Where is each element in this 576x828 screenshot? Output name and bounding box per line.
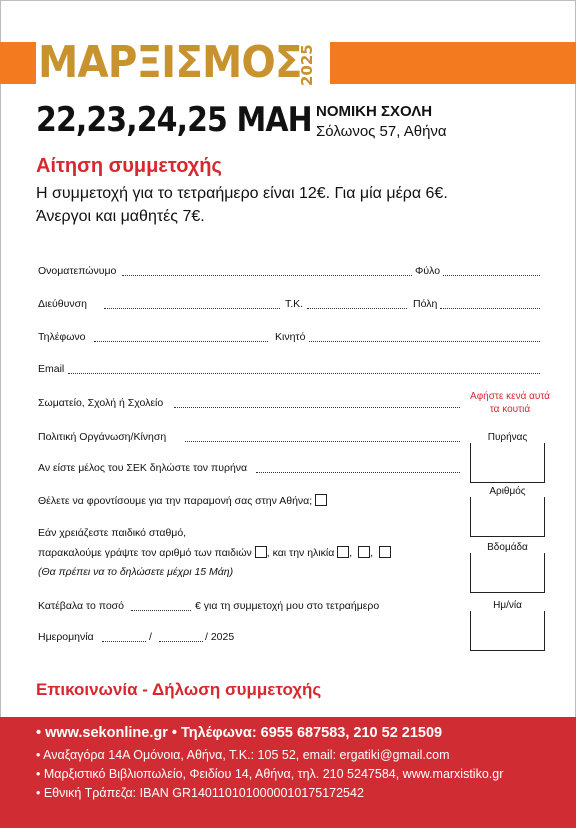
- header-banner: [0, 37, 576, 88]
- date-day-field[interactable]: [102, 641, 146, 642]
- banner-bar-right: [330, 42, 576, 84]
- childcare-line-1: Εάν χρειάζεστε παιδικό σταθμό,: [38, 527, 187, 539]
- postal-code-label: Τ.Κ.: [285, 298, 304, 310]
- application-title: Αίτηση συμμετοχής: [36, 155, 222, 177]
- number-box[interactable]: [470, 492, 545, 537]
- date-year: / 2025: [205, 631, 235, 643]
- childcare-note: (Θα πρέπει να το δηλώσετε μέχρι 15 Μάη): [38, 566, 234, 578]
- gender-field[interactable]: [443, 275, 540, 276]
- date-box[interactable]: [470, 606, 545, 651]
- child-age-box-1[interactable]: [337, 546, 349, 558]
- phone-field[interactable]: [94, 341, 268, 342]
- paid-amount-field[interactable]: [131, 610, 191, 611]
- event-dates: 22,23,24,25 ΜΑΗ: [36, 100, 312, 140]
- political-field[interactable]: [185, 441, 460, 442]
- footer-line-4: • Εθνική Τράπεζα: IBAN GR1401101010000010175172542: [36, 786, 364, 800]
- paid-label: Κατέβαλα το ποσό: [38, 600, 124, 612]
- children-count-box[interactable]: [255, 546, 267, 558]
- accommodation-label: Θέλετε να φροντίσουμε για την παραμονή σας στην Αθήνα;: [38, 495, 313, 507]
- full-name-field[interactable]: [122, 275, 412, 276]
- child-age-box-3[interactable]: [379, 546, 391, 558]
- address-label: Διεύθυνση: [38, 298, 87, 310]
- core-box[interactable]: [470, 438, 545, 483]
- banner-bar-left: [0, 42, 36, 84]
- week-box[interactable]: [470, 548, 545, 593]
- date-sep: /: [149, 631, 152, 643]
- date-box-label: Ημ/νία: [470, 600, 545, 611]
- city-field[interactable]: [440, 308, 540, 309]
- footer-line-3: • Μαρξιστικό Βιβλιοπωλείο, Φειδίου 14, Αθήνα, τηλ. 210 5247584, www.marxistiko.gr: [36, 767, 504, 781]
- mobile-field[interactable]: [309, 341, 540, 342]
- sek-member-field[interactable]: [256, 472, 460, 473]
- email-label: Email: [38, 363, 65, 375]
- phone-label: Τηλέφωνο: [38, 331, 86, 343]
- footer-line-2: • Αναξαγόρα 14Α Ομόνοια, Αθήνα, Τ.Κ.: 105 52, email: ergatiki@gmail.com: [36, 748, 450, 762]
- fee-info-line-2: Άνεργοι και μαθητές 7€.: [36, 208, 205, 225]
- gender-label: Φύλο: [415, 265, 441, 277]
- childcare-row: [38, 546, 391, 559]
- mobile-label: Κινητό: [275, 331, 306, 343]
- comma-2: ,: [370, 547, 376, 559]
- address-field[interactable]: [104, 308, 280, 309]
- date-label: Ημερομηνία: [38, 631, 94, 643]
- email-field[interactable]: [68, 373, 540, 374]
- union-field[interactable]: [174, 407, 460, 408]
- core-box-label: Πυρήνας: [470, 432, 545, 443]
- political-label: Πολιτική Οργάνωση/Κίνηση: [38, 431, 167, 443]
- footer-line-1: • www.sekonline.gr • Τηλέφωνα: 6955 687583, 210 52 21509: [36, 725, 443, 741]
- number-box-label: Αριθμός: [470, 486, 545, 497]
- venue-address: Σόλωνος 57, Αθήνα: [316, 123, 447, 140]
- footer: [0, 717, 576, 828]
- sek-member-label: Αν είστε μέλος του ΣΕΚ δηλώστε τον πυρήνα: [38, 462, 248, 474]
- fee-info-line-1: Η συμμετοχή για το τετραήμερο είναι 12€. Για μία μέρα 6€.: [36, 185, 448, 202]
- paid-suffix: € για τη συμμετοχή μου στο τετραήμερο: [195, 600, 380, 612]
- contact-title: Επικοινωνία - Δήλωση συμμετοχής: [36, 680, 322, 699]
- leave-empty-notice: Αφήστε κενά αυτά τα κουτιά: [470, 391, 550, 415]
- full-name-label: Ονοματεπώνυμο: [38, 265, 117, 277]
- event-year: 2025: [298, 44, 316, 86]
- union-label: Σωματείο, Σχολή ή Σχολείο: [38, 397, 164, 409]
- week-box-label: Βδομάδα: [470, 542, 545, 553]
- event-title: ΜΑΡΞΙΣΜΟΣ: [38, 37, 302, 88]
- date-month-field[interactable]: [159, 641, 203, 642]
- venue-name: ΝΟΜΙΚΗ ΣΧΟΛΗ: [316, 103, 433, 120]
- postal-code-field[interactable]: [307, 308, 407, 309]
- childcare-ages-label: , και την ηλικία: [266, 547, 335, 559]
- accommodation-checkbox[interactable]: [315, 494, 327, 506]
- child-age-box-2[interactable]: [358, 546, 370, 558]
- comma-1: ,: [349, 547, 356, 559]
- city-label: Πόλη: [413, 298, 438, 310]
- accommodation-row: [38, 494, 327, 507]
- childcare-label: παρακαλούμε γράψτε τον αριθμό των παιδιών: [38, 547, 252, 559]
